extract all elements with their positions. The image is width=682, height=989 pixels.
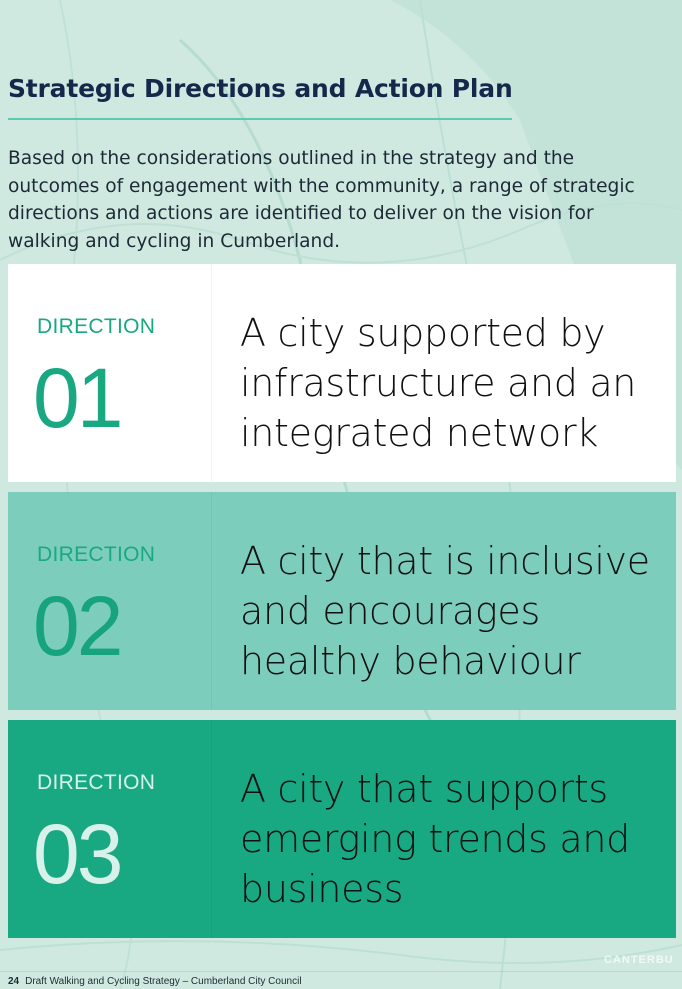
map-place-label: CANTERBU xyxy=(604,954,674,966)
intro-paragraph: Based on the considerations outlined in the strategy and the outcomes of engagement with the community, a range of strategic directions and actions are identified to deliver on the vision for walking and cycling in Cumberland. xyxy=(8,148,635,252)
direction-label: DIRECTION xyxy=(37,543,156,566)
page-footer xyxy=(8,976,302,987)
footer-document-title: Draft Walking and Cycling Strategy – Cumberland City Council xyxy=(25,976,302,987)
card-divider xyxy=(211,720,212,938)
footer-rule xyxy=(0,971,682,972)
direction-label: DIRECTION xyxy=(37,771,156,794)
page-title: Strategic Directions and Action Plan xyxy=(8,74,513,103)
direction-statement: A city that supports emerging trends and business xyxy=(240,767,630,911)
title-underline xyxy=(8,118,512,120)
direction-number: 02 xyxy=(33,579,121,673)
direction-card-02 xyxy=(8,492,676,710)
card-divider xyxy=(211,264,212,482)
direction-card-03 xyxy=(8,720,676,938)
direction-number: 01 xyxy=(33,351,121,445)
direction-statement: A city supported by infrastructure and an integrated network xyxy=(240,311,637,455)
direction-label: DIRECTION xyxy=(37,315,156,338)
card-divider xyxy=(211,492,212,710)
direction-statement: A city that is inclusive and encourages healthy behaviour xyxy=(240,539,650,683)
direction-number: 03 xyxy=(33,807,121,901)
direction-card-01 xyxy=(8,264,676,482)
page-number: 24 xyxy=(8,976,20,987)
